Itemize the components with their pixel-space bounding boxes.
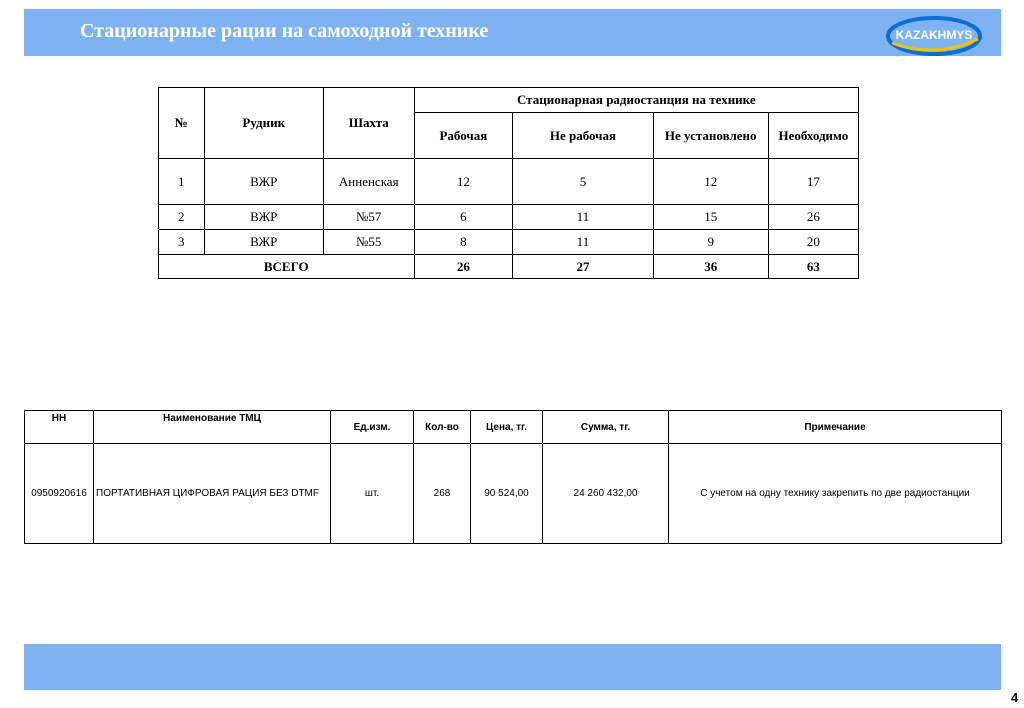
cell-sum: 24 260 432,00 [543,444,669,544]
total-working: 26 [414,255,513,279]
cell-not-installed: 9 [653,230,768,255]
col-required: Необходимо [768,113,858,159]
cell-not-working: 5 [513,159,653,205]
cell-num: 2 [159,205,205,230]
cell-working: 6 [414,205,513,230]
inventory-table [24,410,1002,544]
cell-shaft: №57 [323,205,414,230]
cell-required: 17 [768,159,858,205]
cell-name: ПОРТАТИВНАЯ ЦИФРОВАЯ РАЦИЯ БЕЗ DTMF [94,444,331,544]
col-name: Наименование ТМЦ [94,411,331,444]
page-title: Стационарные рации на самоходной технике [80,20,489,42]
total-row [159,255,859,279]
col-price: Цена, тг. [471,411,543,444]
total-label: ВСЕГО [159,255,415,279]
table-row [159,205,859,230]
cell-mine: ВЖР [204,230,323,255]
col-shaft: Шахта [323,88,414,159]
logo-text: KAZAKHMYS [895,28,973,42]
cell-not-working: 11 [513,205,653,230]
total-not-installed: 36 [653,255,768,279]
kazakhmys-logo [884,15,984,57]
cell-shaft: №55 [323,230,414,255]
col-note: Примечание [669,411,1002,444]
col-nn: НН [25,411,94,444]
cell-not-installed: 12 [653,159,768,205]
col-not-working: Не рабочая [513,113,653,159]
col-num: № [159,88,205,159]
col-group: Стационарная радиостанция на технике [414,88,858,113]
table-row [159,159,859,205]
cell-shaft: Анненская [323,159,414,205]
radio-stations-table [158,87,859,279]
cell-mine: ВЖР [204,159,323,205]
cell-not-installed: 15 [653,205,768,230]
cell-required: 26 [768,205,858,230]
cell-num: 1 [159,159,205,205]
total-required: 63 [768,255,858,279]
col-qty: Кол-во [414,411,471,444]
cell-working: 12 [414,159,513,205]
table-row [159,230,859,255]
col-working: Рабочая [414,113,513,159]
cell-price: 90 524,00 [471,444,543,544]
col-unit: Ед.изм. [331,411,414,444]
footer-bar [24,644,1001,690]
cell-nn: 0950920616 [25,444,94,544]
cell-not-working: 11 [513,230,653,255]
page-number: 4 [1011,690,1019,705]
col-not-installed: Не установлено [653,113,768,159]
cell-required: 20 [768,230,858,255]
cell-qty: 268 [414,444,471,544]
cell-num: 3 [159,230,205,255]
table-row [25,444,1002,544]
col-mine: Рудник [204,88,323,159]
col-sum: Сумма, тг. [543,411,669,444]
cell-note: С учетом на одну технику закрепить по две радиостанции [669,444,1002,544]
cell-working: 8 [414,230,513,255]
total-not-working: 27 [513,255,653,279]
cell-unit: шт. [331,444,414,544]
cell-mine: ВЖР [204,205,323,230]
